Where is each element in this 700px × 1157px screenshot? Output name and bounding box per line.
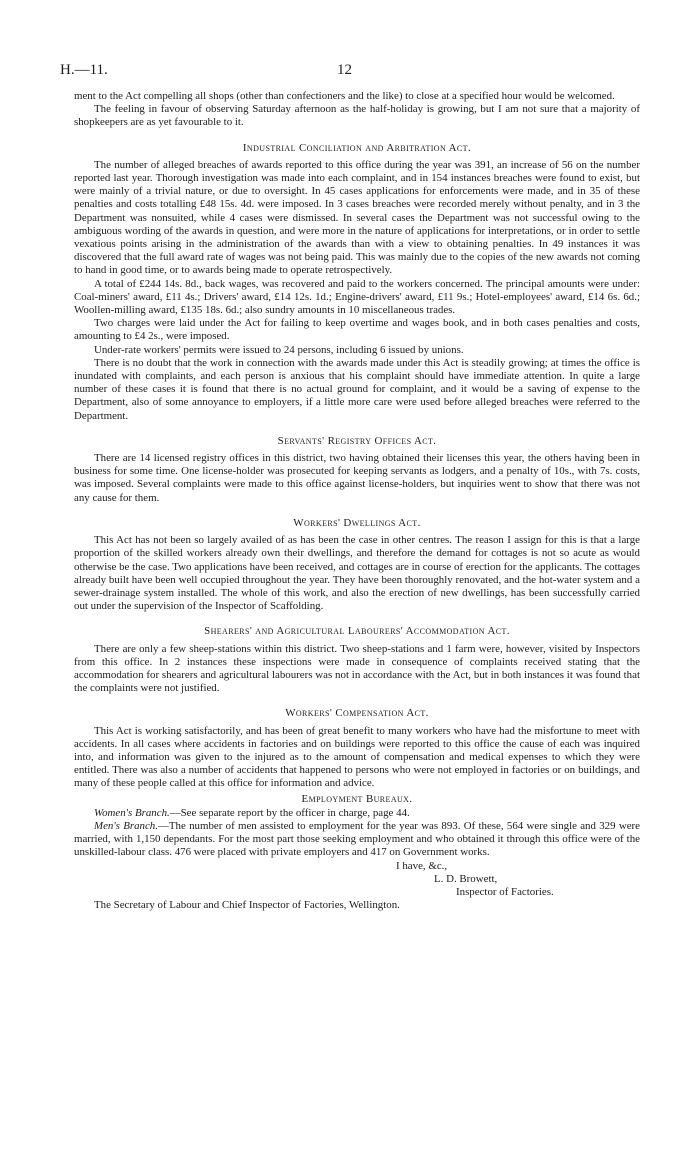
paragraph: Two charges were laid under the Act for failing to keep overtime and wages book, and in both cases penalties and costs, amounting to £4 2s., were imposed.	[74, 317, 640, 343]
paragraph: This Act has not been so largely availed of as has been the case in other centres. The reason I assign for this is that a large proportion of the skilled workers already own their dwellings, and therefore the demand for cottages is not so acute as would otherwise be the case. Two applications have been received, and cottages are in course of erection for the applicants. The cottages already built have been well occupied throughout the year. They have been thoroughly renovated, and the hot-water system and a sewer-drainage system installed. The whole of this work, and also the erection of new dwellings, has been successfully carried out under the supervision of the Inspector of Scaffolding.	[74, 534, 640, 613]
branch-label: Men's Branch.	[94, 819, 158, 832]
branch-label: Women's Branch.	[94, 806, 170, 819]
section-heading-wc: Workers' Compensation Act.	[285, 707, 429, 720]
paragraph: A total of £244 14s. 8d., back wages, was recovered and paid to the workers concerned. The principal amounts were under: Coal-miners' award, £11 4s.; Drivers' award, £14 12s. 1d.; Engine-drivers' award, £11 9s.; Hotel-employees' award, £14 6s. 6d.; Woollen-milling award, £135 18s. 6d.; also sundry amounts in 10 miscellaneous trades.	[74, 277, 640, 317]
page-header	[60, 62, 640, 79]
section-heading-sro: Servants' Registry Offices Act.	[277, 434, 437, 447]
section-heading-salaa: Shearers' and Agricultural Labourers' Accommodation Act.	[204, 625, 510, 638]
document-reference: H.—11.	[60, 62, 108, 78]
paragraph: ment to the Act compelling all shops (other than confectioners and the like) to close at a specified hour would be welcomed.	[74, 90, 615, 102]
signatory-name: L. D. Browett,	[434, 872, 498, 885]
paragraph: There are only a few sheep-stations within this district. Two sheep-stations and 1 farm were, however, visited by Inspectors from this office. In 2 instances these inspections were made in consequence of complaints received stating that the accommodation for shearers and agricultural labourers was not in accordance with the Act, but in both instances it was found that the complaints were not justified.	[74, 642, 640, 695]
addressee: The Secretary of Labour and Chief Inspector of Factories, Wellington.	[94, 899, 400, 912]
page-number: 12	[337, 62, 352, 78]
section-heading-wd: Workers' Dwellings Act.	[293, 516, 421, 529]
signatory-title: Inspector of Factories.	[456, 885, 554, 898]
page-body	[74, 90, 640, 912]
branch-text: —The number of men assisted to employment for the year was 893. Of these, 564 were single and 329 were married, with 1,150 dependants. For the most part those seeking employment and who obtained it through this office were of the unskilled-labour class. 476 were placed with private employers and 417 on Government works.	[74, 819, 640, 859]
paragraph: This Act is working satisfactorily, and has been of great benefit to many workers who have had the misfortune to meet with accidents. In all cases where accidents in factories and on buildings were reported to this office the cause of each was inquired into, and information was given to the injured as to the amount of compensation and medical expenses to which they were entitled. There was also a number of accidents that happened to persons who were not employed in factories or on buildings, and many of these people called at this office for information and advice.	[74, 724, 640, 790]
section-heading-eb: Employment Bureaux.	[301, 792, 413, 805]
branch-text: —See separate report by the officer in charge, page 44.	[169, 806, 410, 819]
paragraph-womens-branch	[74, 807, 640, 820]
paragraph-mens-branch	[74, 820, 640, 860]
closing: I have, &c.,	[396, 859, 448, 872]
paragraph: Under-rate workers' permits were issued to 24 persons, including 6 issued by unions.	[94, 343, 464, 356]
paragraph: There is no doubt that the work in connection with the awards made under this Act is steadily growing; at times the office is inundated with complaints, and each person is anxious that his complaint should have immediate attention. In quite a large number of these cases it is found that there is no actual ground for complaint, and it would be a saving of expense to the Department, also of some annoyance to employers, if a little more care were used before alleged breaches were referred to the Department.	[74, 356, 640, 422]
signoff	[74, 860, 640, 900]
paragraph: The number of alleged breaches of awards reported to this office during the year was 391, an increase of 56 on the number reported last year. Thorough investigation was made into each complaint, and in 154 instances breaches were found to exist, but were mainly of a trivial nature, or due to oversight. In 45 cases applications for enforcements were made, and in 35 of these penalties and costs totalling £48 15s. 4d. were imposed. In 3 cases breaches were recorded merely without penalty, and in 3 the Department was nonsuited, while 4 cases were dismissed. In several cases the Department was not successful owing to the ambiguous wording of the awards in question, and were more in the nature of applications for interpretations, or in order to settle vexatious points arising in the administration of the awards than with a view to obtaining penalties. In 49 instances it was discovered that the full award rate of wages was not being paid. This was mainly due to the copies of the new awards not coming to hand in good time, or to awards being made to operate retrospectively.	[74, 158, 640, 277]
paragraph: There are 14 licensed registry offices in this district, two having obtained their licenses this year, the others having been in business for some time. One license-holder was prosecuted for keeping servants as lodgers, and a penalty of 10s., with 7s. costs, was imposed. Several complaints were made to this office against license-holders, but inquiries went to show that there was not any cause for them.	[74, 452, 640, 504]
paragraph: The feeling in favour of observing Saturday afternoon as the half-holiday is growing, but I am not sure that a majority of shopkeepers are as yet favourable to it.	[74, 103, 640, 129]
section-heading-ica: Industrial Conciliation and Arbitration Act.	[242, 141, 472, 154]
